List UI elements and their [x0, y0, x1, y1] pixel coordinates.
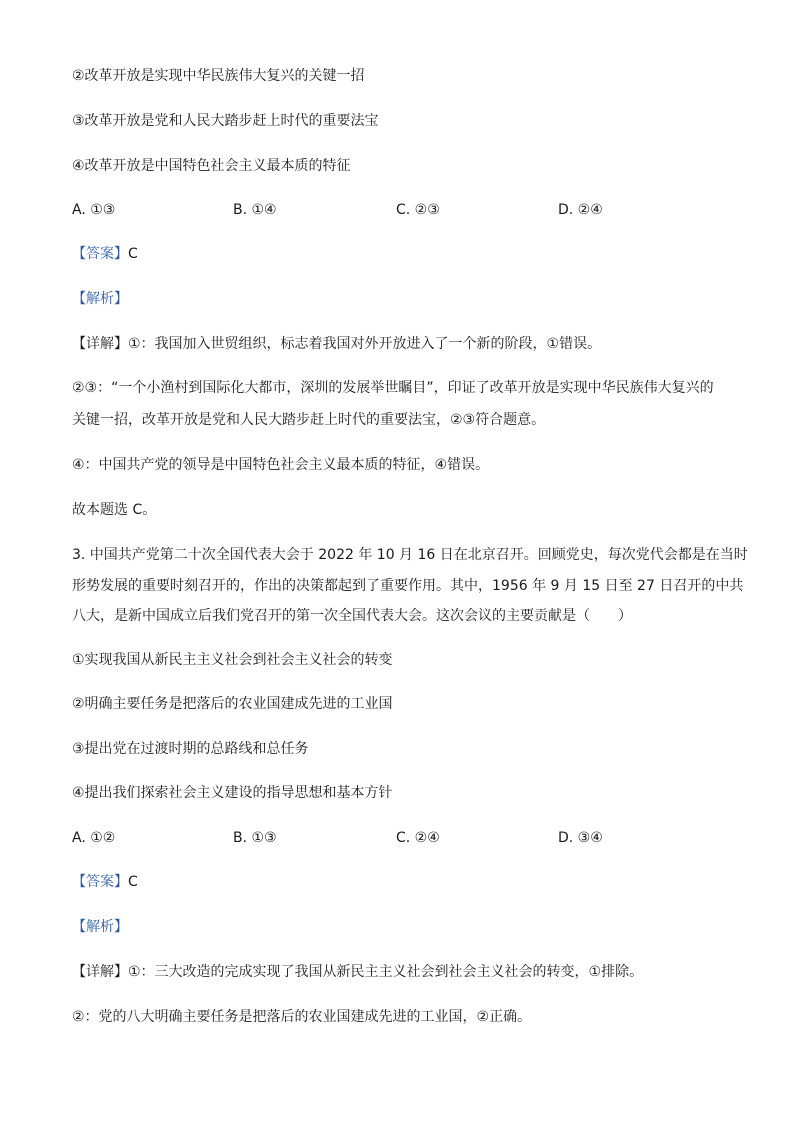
q3-option-b: B. ①③ — [233, 830, 277, 846]
q3-options — [72, 829, 732, 847]
q3-stem-line-2: 形势发展的重要时刻召开的，作出的决策都起到了重要作用。其中，1956 年 9 月 15 日至 27 日召开的中共 — [72, 578, 744, 594]
q3-stem-line-3: 八大，是新中国成立后我们党召开的第一次全国代表大会。这次会议的主要贡献是（ ） — [72, 608, 632, 624]
q3-statement-1: ①实现我国从新民主主义社会到社会主义社会的转变 — [72, 652, 393, 668]
q2-detail-line-4: ④：中国共产党的领导是中国特色社会主义最本质的特征，④错误。 — [72, 457, 490, 473]
q2-option-a: A. ①③ — [72, 202, 116, 218]
q3-option-c: C. ②④ — [396, 830, 440, 846]
q3-detail-text-1: ①：三大改造的完成实现了我国从新民主主义社会到社会主义社会的转变，①排除。 — [128, 964, 644, 980]
q2-detail-tag: 【详解】 — [72, 336, 128, 352]
q2-detail-line-2: ②③：“一个小渔村到国际化大都市，深圳的发展举世瞩目”，印证了改革开放是实现中华民族伟大复兴的 — [72, 380, 714, 396]
q3-option-d: D. ③④ — [558, 830, 603, 846]
q3-stem-line-1: 3. 中国共产党第二十次全国代表大会于 2022 年 10 月 16 日在北京召开。回顾党史，每次党代会都是在当时 — [72, 547, 748, 563]
q2-detail-text-1: ①：我国加入世贸组织，标志着我国对外开放进入了一个新的阶段，①错误。 — [128, 336, 602, 352]
q3-answer-tag: 【答案】 — [72, 874, 128, 890]
q2-option-c: C. ②③ — [396, 202, 440, 218]
q2-conclusion: 故本题选 C。 — [72, 502, 157, 518]
q2-detail-line-1 — [72, 335, 601, 353]
q2-option-b: B. ①④ — [233, 202, 277, 218]
q3-answer-value: C — [128, 874, 138, 890]
q3-option-a: A. ①② — [72, 830, 116, 846]
q2-statement-4: ④改革开放是中国特色社会主义最本质的特征 — [72, 158, 351, 174]
q2-analysis-tag — [72, 290, 128, 308]
q2-statement-3: ③改革开放是党和人民大踏步赶上时代的重要法宝 — [72, 113, 379, 129]
q3-detail-line-2: ②：党的八大明确主要任务是把落后的农业国建成先进的工业国，②正确。 — [72, 1009, 532, 1025]
q3-statement-2: ②明确主要任务是把落后的农业国建成先进的工业国 — [72, 696, 393, 712]
q2-option-d: D. ②④ — [558, 202, 603, 218]
q3-analysis-label: 【解析】 — [72, 919, 128, 935]
q2-answer-tag: 【答案】 — [72, 246, 128, 262]
q3-detail-tag: 【详解】 — [72, 964, 128, 980]
q2-answer-value: C — [128, 246, 138, 262]
q2-statement-2: ②改革开放是实现中华民族伟大复兴的关键一招 — [72, 68, 365, 84]
q2-answer — [72, 245, 138, 263]
q2-options — [72, 201, 732, 219]
q3-statement-3: ③提出党在过渡时期的总路线和总任务 — [72, 741, 309, 757]
q3-analysis-tag — [72, 918, 128, 936]
q3-answer — [72, 873, 138, 891]
q2-analysis-label: 【解析】 — [72, 291, 128, 307]
q3-detail-line-1 — [72, 963, 643, 981]
q2-detail-line-3: 关键一招，改革开放是党和人民大踏步赶上时代的重要法宝，②③符合题意。 — [72, 412, 546, 428]
q3-statement-4: ④提出我们探索社会主义建设的指导思想和基本方针 — [72, 785, 393, 801]
